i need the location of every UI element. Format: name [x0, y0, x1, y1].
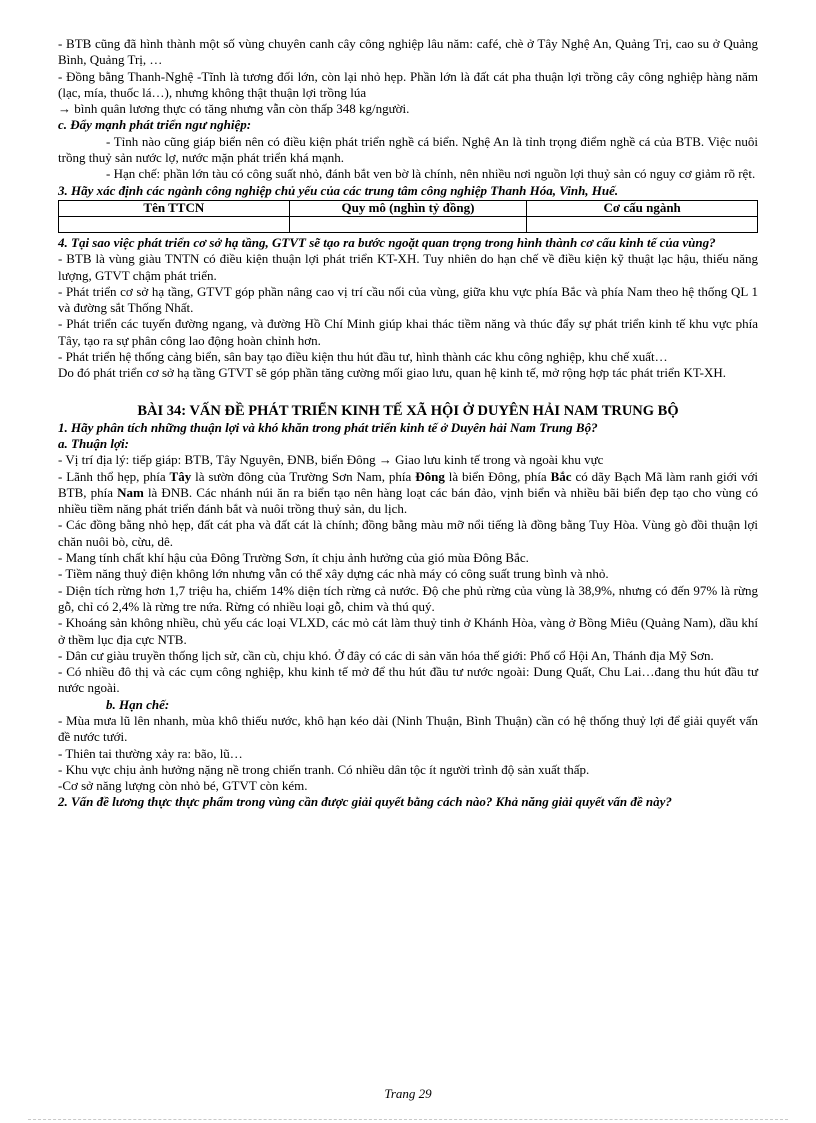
- paragraph: - Mùa mưa lũ lên nhanh, mùa khô thiếu nước, khô hạn kéo dài (Ninh Thuận, Bình Thuận) cần có hệ thống thuỷ lợi để giải quyết vấn đề nước tưới.: [58, 712, 758, 745]
- paragraph: - Đồng bằng Thanh-Nghệ -Tĩnh là tương đối lớn, còn lại nhỏ hẹp. Phần lớn là đất cát pha thuận lợi trồng cây công nghiệp hàng năm (lạc, mía, thuốc lá…), nhưng không thật thuận lợi trồng lúa: [58, 68, 758, 100]
- table-row: [59, 216, 758, 232]
- paragraph: - Phát triển hệ thống cảng biển, sân bay tạo điều kiện thu hút đầu tư, hình thành các khu công nghiệp, khu chế xuất…: [58, 349, 668, 365]
- paragraph: - Khoáng sản không nhiều, chủ yếu các loại VLXD, các mỏ cát làm thuỷ tinh ở Khánh Hòa, vàng ở Bồng Miêu (Quảng Nam), dầu khí ở thềm lục địa cực NTB.: [58, 615, 758, 647]
- table-header-row: [59, 200, 758, 216]
- paragraph: - Có nhiều đô thị và các cụm công nghiệp, khu kinh tế mở để thu hút đầu tư nước ngoài: Dung Quất, Chu Lai…đang thu hút đầu tư nước ngoài.: [58, 664, 758, 696]
- table-header-cell: Quy mô (nghìn tỷ đồng): [289, 200, 527, 216]
- question-heading: 1. Hãy phân tích những thuận lợi và khó khăn trong phát triển kinh tế ở Duyên hải Nam Trung Bộ?: [58, 419, 598, 435]
- section-heading: a. Thuận lợi:: [58, 435, 129, 451]
- paragraph: → bình quân lương thực có tăng nhưng vẫn còn thấp 348 kg/người.: [58, 101, 410, 117]
- table-header-cell: Cơ cấu ngành: [527, 200, 758, 216]
- text-run: - Lãnh thổ hẹp, phía: [58, 468, 170, 484]
- text-run: có dãy Bạch Mã làm ranh giới với BTB, phía: [58, 468, 758, 500]
- paragraph: - Phát triển các tuyến đường ngang, và đường Hồ Chí Minh giúp khai thác tiềm năng và thúc đẩy sự phát triển kinh tế khu vực phía Tây, tạo ra sự phân công lao động hoàn chỉnh hơn.: [58, 316, 758, 348]
- industry-table: [58, 200, 758, 233]
- paragraph: - Mang tính chất khí hậu của Đông Trường Sơn, ít chịu ảnh hưởng của gió mùa Đông Bắc.: [58, 550, 529, 566]
- bold-word: Bắc: [550, 468, 572, 484]
- table-cell: [289, 216, 527, 232]
- paragraph: -Cơ sở năng lượng còn nhỏ bé, GTVT còn kém.: [58, 778, 308, 794]
- paragraph: - BTB là vùng giàu TNTN có điều kiện thuận lợi phát triển KT-XH. Tuy nhiên do hạn chế về điều kiện kỹ thuật lạc hậu, thiếu năng lượng, GTVT chậm phát triển.: [58, 251, 758, 283]
- question-heading: 4. Tại sao việc phát triển cơ sở hạ tầng, GTVT sẽ tạo ra bước ngoặt quan trọng trong hình thành cơ cấu kinh tế của vùng?: [58, 234, 716, 250]
- paragraph: - Dân cư giàu truyền thống lịch sử, cần cù, chịu khó. Ở đây có các di sản văn hóa thế giới: Phố cổ Hội An, Thánh địa Mỹ Sơn.: [58, 647, 714, 663]
- paragraph: - Thiên tai thường xảy ra: bão, lũ…: [58, 745, 243, 761]
- paragraph: - Tiềm năng thuỷ điện không lớn nhưng vẫn có thể xây dựng các nhà máy có công suất trung bình và nhỏ.: [58, 566, 609, 582]
- table-cell: [59, 216, 290, 232]
- page-divider: [28, 1119, 788, 1120]
- section-heading: c. Đẩy mạnh phát triển ngư nghiệp:: [58, 117, 252, 133]
- bold-word: Tây: [169, 468, 192, 484]
- paragraph: - Tỉnh nào cũng giáp biển nên có điều kiện phát triển nghề cá biển. Nghệ An là tỉnh trọng điểm nghề cá của BTB. Việc nuôi trồng thuỷ sản nước lợ, nước mặn phát triển khá mạnh.: [58, 133, 758, 166]
- paragraph: - Hạn chế: phần lớn tàu có công suất nhỏ, đánh bắt ven bờ là chính, nên nhiều nơi nguồn lợi thuỷ sản có nguy cơ giảm rõ rệt.: [106, 166, 756, 182]
- lesson-title: BÀI 34: VẤN ĐỀ PHÁT TRIỂN KINH TẾ XÃ HỘI Ở DUYÊN HẢI NAM TRUNG BỘ: [137, 402, 679, 419]
- paragraph: [58, 469, 758, 518]
- table-header-cell: Tên TTCN: [59, 200, 290, 216]
- question-heading: 3. Hãy xác định các ngành công nghiệp chủ yếu của các trung tâm công nghiệp Thanh Hóa, Vinh, Huế.: [58, 182, 619, 198]
- paragraph: Do đó phát triển cơ sở hạ tầng GTVT sẽ góp phần tăng cường mối giao lưu, quan hệ kinh tế, mở rộng hợp tác phát triển KT-XH.: [58, 365, 727, 381]
- bold-word: Nam: [117, 484, 144, 500]
- table-cell: [527, 216, 758, 232]
- document-page: [58, 36, 758, 811]
- paragraph: - Phát triển cơ sở hạ tầng, GTVT góp phần nâng cao vị trí cầu nối của vùng, giữa khu vực phía Bắc và phía Nam theo hệ thống QL 1 và đường sắt Thống Nhất.: [58, 283, 758, 316]
- text-run: là sườn đông của Trường Sơn Nam, phía: [191, 468, 416, 484]
- bold-word: Đông: [415, 468, 445, 484]
- question-heading: 2. Vấn đề lương thực thực phẩm trong vùng cần được giải quyết bằng cách nào? Khả năng giải quyết vấn đề này?: [58, 794, 672, 810]
- page-number: Trang 29: [384, 1086, 432, 1101]
- section-heading: b. Hạn chế:: [106, 696, 170, 712]
- paragraph: - Vị trí địa lý: tiếp giáp: BTB, Tây Nguyên, ĐNB, biển Đông → Giao lưu kinh tế trong và ngoài khu vực: [58, 452, 604, 468]
- paragraph: - BTB cũng đã hình thành một số vùng chuyên canh cây công nghiệp lâu năm: café, chè ở Tây Nghệ An, Quảng Trị, cao su ở Quảng Bình, Quảng Trị, …: [58, 36, 758, 68]
- paragraph: - Diện tích rừng hơn 1,7 triệu ha, chiếm 14% diện tích rừng cả nước. Độ che phủ rừng của vùng là 38,9%, nhưng có đến 97% là rừng gỗ, chỉ có 2,4% là rừng tre nứa. Rừng có nhiều loại gỗ, chim và thú quý.: [58, 582, 758, 614]
- paragraph: - Các đồng bằng nhỏ hẹp, đất cát pha và đất cát là chính; đồng bằng màu mỡ nổi tiếng là đồng bằng Tuy Hòa. Vùng gò đồi thuận lợi chăn nuôi bò, cừu, dê.: [58, 517, 758, 549]
- paragraph: - Khu vực chịu ảnh hưởng nặng nề trong chiến tranh. Có nhiều dân tộc ít người trình độ sản xuất thấp.: [58, 761, 590, 777]
- text-run: là biển Đông, phía: [444, 468, 551, 484]
- text-run: là ĐNB. Các nhánh núi ăn ra biển tạo nên hàng loạt các bán đảo, vịnh biển và nhiều bãi biển đẹp tạo cho vùng có nhiều tiềm năng phát triển đánh bắt và nuôi trồng thuỷ sản, du lịch.: [58, 484, 758, 517]
